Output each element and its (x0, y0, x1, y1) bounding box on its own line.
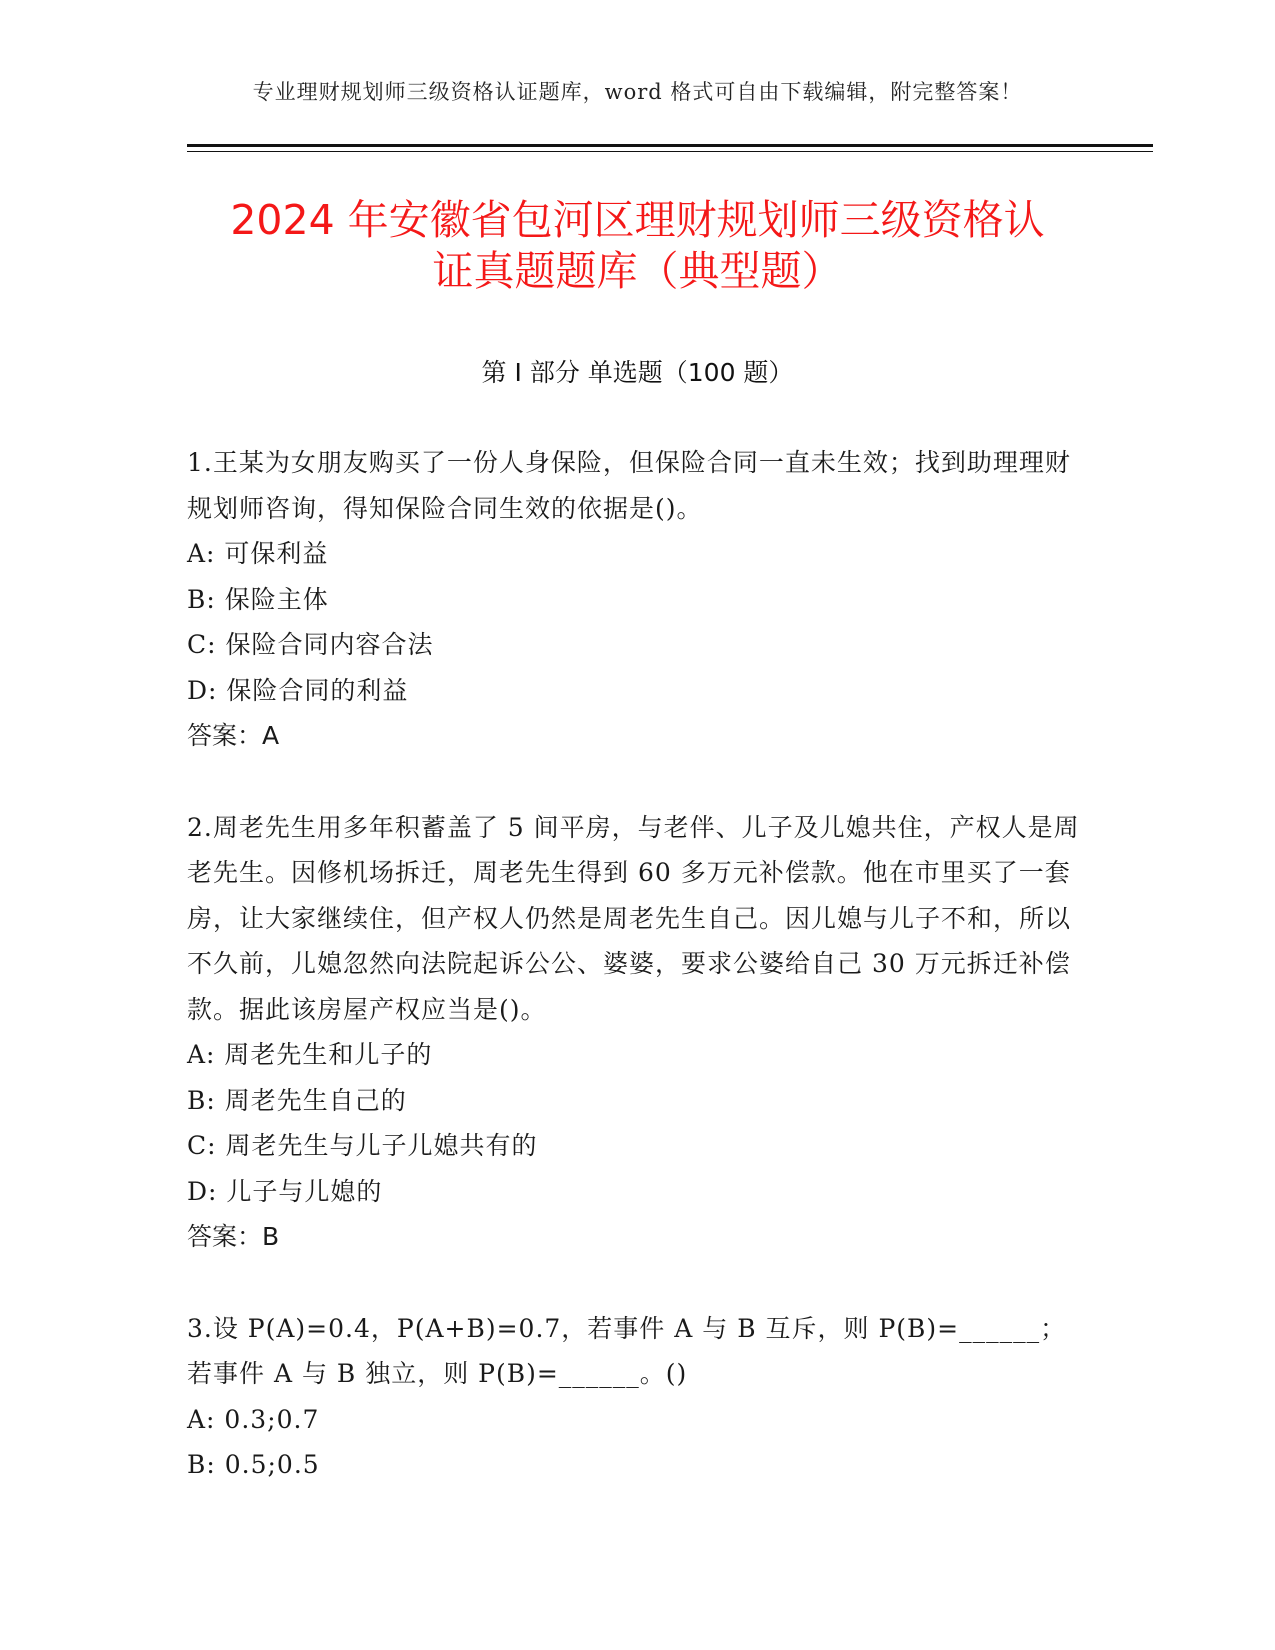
option-c: C: 保险合同内容合法 (187, 630, 434, 659)
option-b: B: 保险主体 (187, 584, 329, 614)
question-stem: 3.设 P(A)=0.4，P(A+B)=0.7，若事件 A 与 B 互斥，则 P(B)=______；若事件 A 与 B 独立，则 P(B)=______。() (187, 1313, 1067, 1388)
question-1 (187, 440, 1087, 759)
answer: 答案：A (187, 721, 280, 750)
option-a: A: 0.3;0.7 (187, 1404, 320, 1434)
header-rule-thick (187, 144, 1153, 147)
header-rule-thin (187, 151, 1153, 152)
option-b: B: 0.5;0.5 (187, 1450, 320, 1479)
option-a: A: 周老先生和儿子的 (187, 1040, 433, 1069)
question-list (187, 440, 1087, 1534)
option-c: C: 周老先生与儿子儿媳共有的 (187, 1131, 538, 1160)
option-d: D: 儿子与儿媳的 (187, 1176, 383, 1206)
question-2 (187, 805, 1087, 1260)
section-title: 第 I 部分 单选题（100 题） (481, 358, 794, 387)
document-title-line-2: 证真题题库（典型题） (432, 247, 843, 295)
question-stem: 1.王某为女朋友购买了一份人身保险，但保险合同一直未生效；找到助理理财规划师咨询，得知保险合同生效的依据是()。 (187, 448, 1071, 523)
question-stem: 2.周老先生用多年积蓄盖了 5 间平房，与老伴、儿子及儿媳共住，产权人是周老先生。因修机场拆迁，周老先生得到 60 多万元补偿款。他在市里买了一套房，让大家继续住，但产权人仍然是周老先生自己。因儿媳与儿子不和，所以不久前，儿媳忽然向法院起诉公公、婆婆，要求公婆给自己 30 万元拆迁补偿款。据此该房屋产权应当是()。 (187, 812, 1080, 1024)
option-d: D: 保险合同的利益 (187, 675, 409, 705)
option-b: B: 周老先生自己的 (187, 1085, 407, 1115)
question-3 (187, 1306, 1087, 1488)
answer: 答案：B (187, 1222, 280, 1251)
document-title-line-1: 2024 年安徽省包河区理财规划师三级资格认 (230, 196, 1045, 244)
document-title (160, 195, 1115, 297)
page-header: 专业理财规划师三级资格认证题库，word 格式可自由下载编辑，附完整答案！ (252, 80, 1023, 104)
option-a: A: 可保利益 (187, 539, 329, 568)
